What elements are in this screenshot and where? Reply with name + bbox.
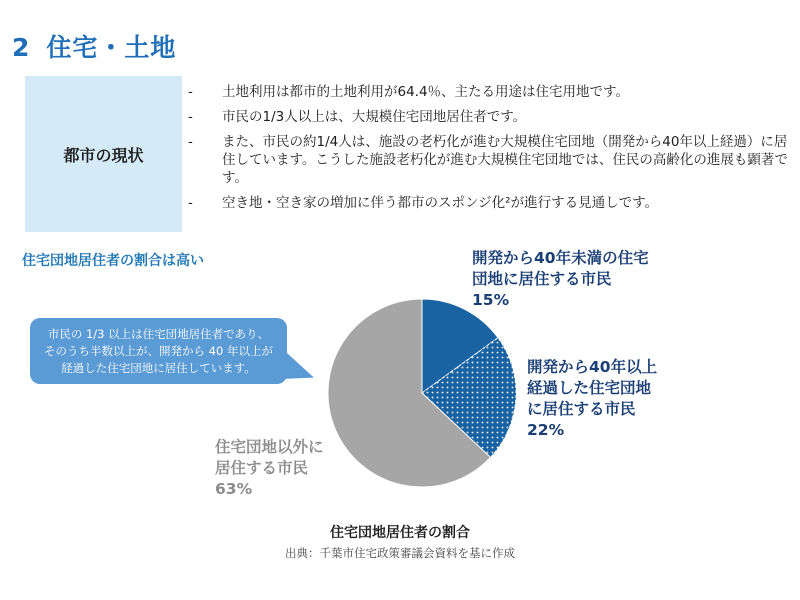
slice-label-line: 経過した住宅団地 bbox=[527, 379, 652, 397]
bullet-dash: - bbox=[188, 84, 193, 100]
section-number: 2 bbox=[12, 33, 31, 62]
slice-label-old bbox=[527, 357, 657, 441]
section-title: 住宅・土地 bbox=[46, 33, 177, 62]
bullet-text: また、市民の約1/4人は、施設の老朽化が進む大規模住宅団地（開発から40年以上経過）に居住しています。こうした施設老朽化が進む大規模住宅団地では、住民の高齢化の進展も顕著です。 bbox=[222, 134, 788, 186]
bullet-dash: - bbox=[188, 109, 193, 125]
slice-label-other bbox=[215, 437, 324, 500]
slice-label-new bbox=[472, 248, 649, 311]
bullet-dash: - bbox=[188, 134, 193, 150]
slice-label-line: 住宅団地以外に bbox=[215, 438, 324, 456]
bullet-text: 土地利用は都市的土地利用が64.4％、主たる用途は住宅用地です。 bbox=[222, 84, 629, 100]
slice-label-line: 開発から40年以上 bbox=[527, 358, 658, 376]
callout-line: そのうち半数以上が、開発から 40 年以上が bbox=[44, 343, 273, 358]
chart-source: 出典：千葉市住宅政策審議会資料を基に作成 bbox=[285, 546, 515, 560]
callout-line: 経過した住宅団地に居住しています。 bbox=[61, 360, 256, 375]
slice-value-label: 22% bbox=[527, 421, 565, 439]
chart-title: 住宅団地居住者の割合 bbox=[330, 525, 470, 541]
chart-subtitle: 住宅団地居住者の割合は高い bbox=[22, 253, 204, 269]
slice-label-line: 団地に居住する市民 bbox=[472, 270, 612, 288]
slice-label-line: 開発から40年未満の住宅 bbox=[472, 249, 649, 267]
slice-value-label: 15% bbox=[472, 291, 510, 309]
bullet-dash: - bbox=[188, 195, 193, 211]
slice-value-label: 63% bbox=[215, 480, 253, 498]
callout-line: 市民の 1/3 以上は住宅団地居住者であり、 bbox=[47, 326, 270, 341]
bullet-text: 市民の1/3人以上は、大規模住宅団地居住者です。 bbox=[222, 109, 527, 125]
slice-label-line: 居住する市民 bbox=[215, 459, 309, 477]
status-label: 都市の現状 bbox=[63, 145, 144, 165]
bullet-text: 空き地・空き家の増加に伴う都市のスポンジ化²が進行する見通しです。 bbox=[222, 195, 658, 211]
slice-label-line: に居住する市民 bbox=[527, 400, 636, 418]
